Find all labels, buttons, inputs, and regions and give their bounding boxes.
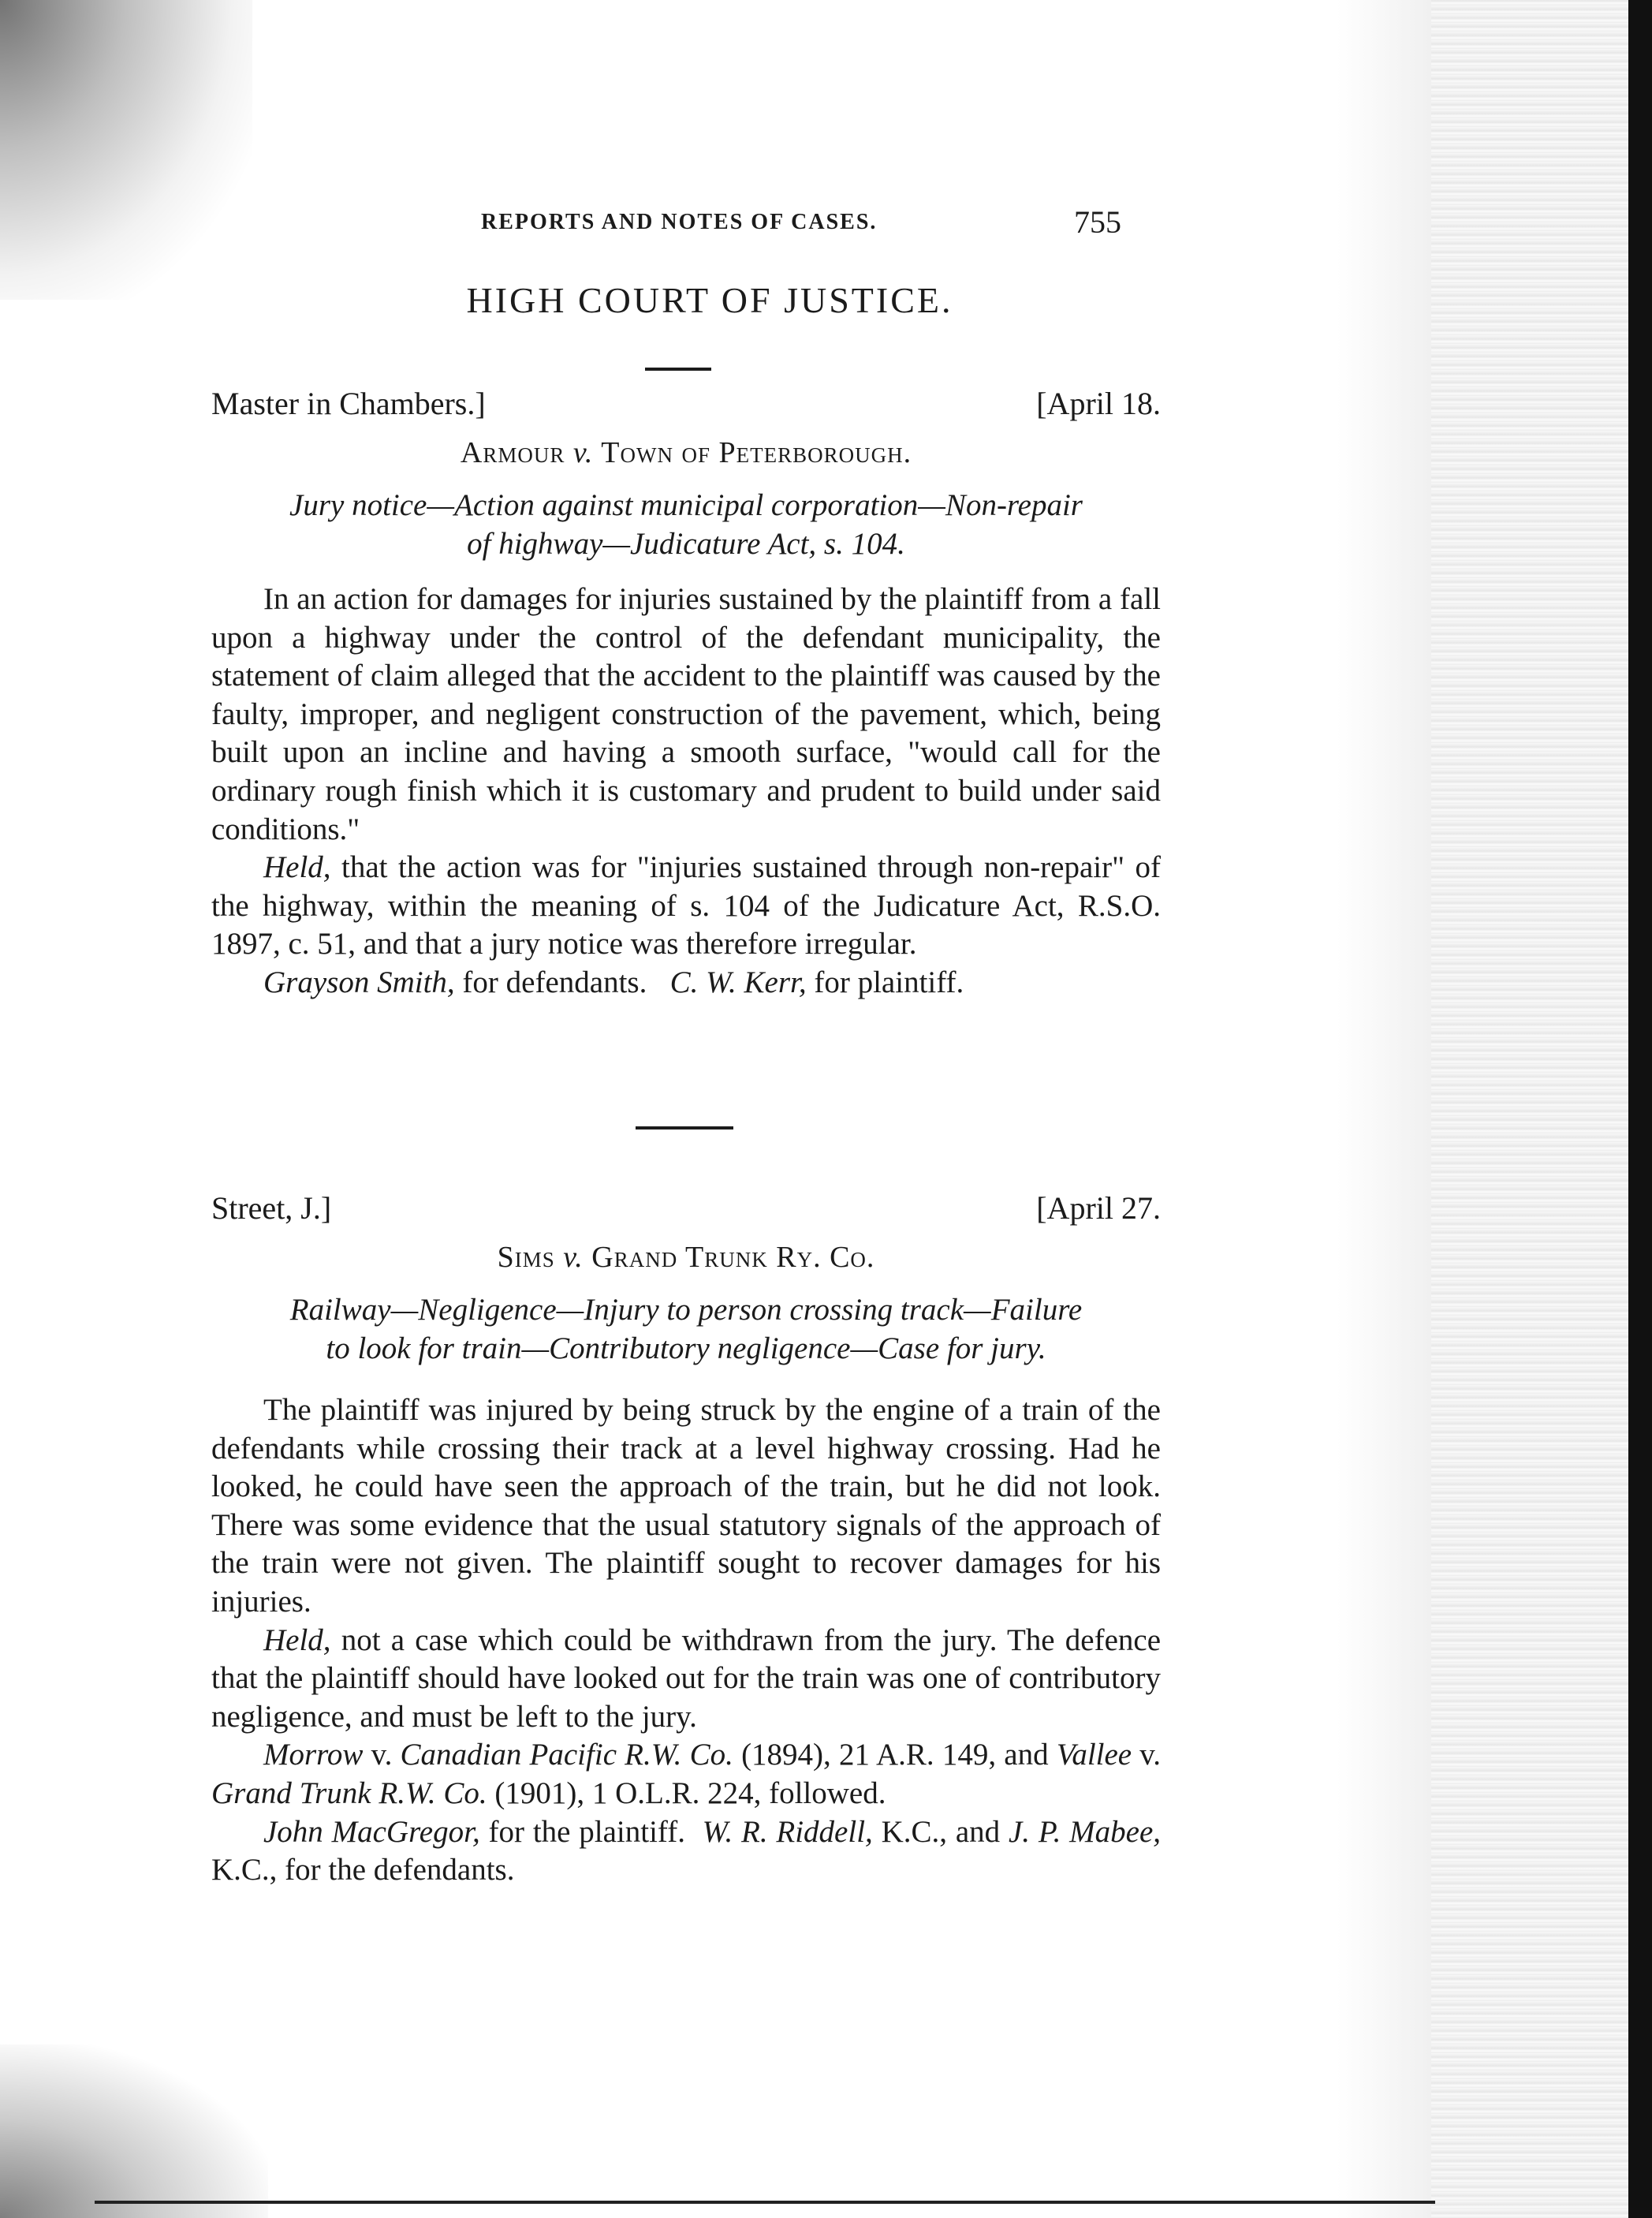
held-paragraph [211,1622,1161,1737]
headnote-line: Jury notice—Action against municipal corporation—Non-repair [289,488,1083,522]
case-defendant: Grand Trunk Ry. Co. [591,1241,875,1274]
case-date: [April 18. [1036,386,1161,421]
scan-shadow-bottom-left [0,2044,268,2218]
heading-rule [645,368,711,371]
case-court: Street, J.] [211,1190,332,1226]
counsel-name: J. P. Mabee, [1008,1814,1162,1849]
counsel-role: K.C., for the defendants. [211,1853,515,1888]
case-title [211,435,1161,470]
case-separator-rule [636,1126,733,1130]
headnote-line: of highway—Judicature Act, s. 104. [467,527,905,561]
counsel-role: for plaintiff. [814,965,964,999]
counsel-line [211,964,1161,1003]
case-defendant: Town of Peterborough. [601,436,912,469]
citation-versus: v. [371,1738,393,1772]
running-head: REPORTS AND NOTES OF CASES. [481,210,878,234]
citation-ref: (1901), 1 O.L.R. 224, followed. [494,1776,886,1810]
case-title [211,1240,1161,1275]
counsel-name: C. W. Kerr, [669,965,807,999]
case-body [211,581,1161,1003]
counsel-role: for the plaintiff. [488,1814,685,1849]
held-text: that the action was for "injuries sustained through non-repair" of the highway, within the meaning of s. 104 of the Judicature Act, R.S.O. 1897, c. 51, and that a jury notice was therefore irregular. [211,850,1161,962]
held-word: Held, [263,850,331,885]
held-paragraph [211,849,1161,964]
scan-gutter-noise [1431,0,1628,2218]
counsel-name: John MacGregor, [263,1814,480,1849]
citation-name: Morrow [263,1738,364,1772]
case-headnote [211,486,1161,563]
held-word: Held, [263,1622,331,1657]
headnote-line: to look for train—Contributory negligence—Case for jury. [326,1331,1046,1365]
case-date: [April 27. [1036,1190,1161,1226]
citation-name: Vallee [1056,1738,1132,1772]
page-number: 755 [1074,204,1121,240]
counsel-role: K.C., and [881,1814,1001,1849]
scan-shadow-top-left [0,0,252,300]
citation-ref: (1894), 21 A.R. 149, and [741,1738,1049,1772]
counsel-name: W. R. Riddell, [702,1814,873,1849]
counsel-name: Grayson Smith, [263,965,455,999]
court-heading: HIGH COURT OF JUSTICE. [466,280,953,320]
scan-gutter-fade [1337,0,1431,2218]
citation-paragraph [211,1736,1161,1813]
counsel-role: for defendants. [462,965,647,999]
facts-paragraph: In an action for damages for injuries sustained by the plaintiff from a fall upon a highway under the control of the defendant municipality, the statement of claim alleged that the accident to the plaintiff was caused by the faulty, improper, and negligent construction of the pavement, which, being built upon an incline and having a smooth surface, "would call for the ordinary rough finish which it is customary and prudent to build under said conditions." [211,582,1161,846]
counsel-line [211,1813,1161,1890]
held-text: not a case which could be withdrawn from the jury. The defence that the plaintiff should have looked out for the train was one of contributory negligence, and must be left to the jury. [211,1622,1162,1734]
headnote-line: Railway—Negligence—Injury to person crossing track—Failure [289,1293,1083,1327]
case-armour [211,377,1161,1071]
case-sims [211,1189,1161,1947]
case-plaintiff: Sims [497,1241,555,1274]
citation-versus: v. [1139,1738,1162,1772]
case-plaintiff: Armour [460,436,565,469]
case-versus: v. [572,436,594,469]
facts-paragraph: The plaintiff was injured by being struck by the engine of a train of the defendants while crossing their track at a level highway crossing. Had he looked, he could have seen the approach of the train, but he did not look. There was some evidence that the usual statutory signals of the approach of the train were not given. The plaintiff sought to recover damages for his injuries. [211,1393,1161,1619]
case-headnote [211,1290,1161,1368]
citation-party: Canadian Pacific R.W. Co. [400,1738,733,1772]
case-versus: v. [563,1241,584,1274]
case-court: Master in Chambers.] [211,386,486,421]
case-body [211,1391,1161,1890]
scan-bottom-edge [95,2201,1435,2204]
scan-edge-right [1628,0,1652,2218]
citation-party: Grand Trunk R.W. Co. [211,1776,487,1810]
